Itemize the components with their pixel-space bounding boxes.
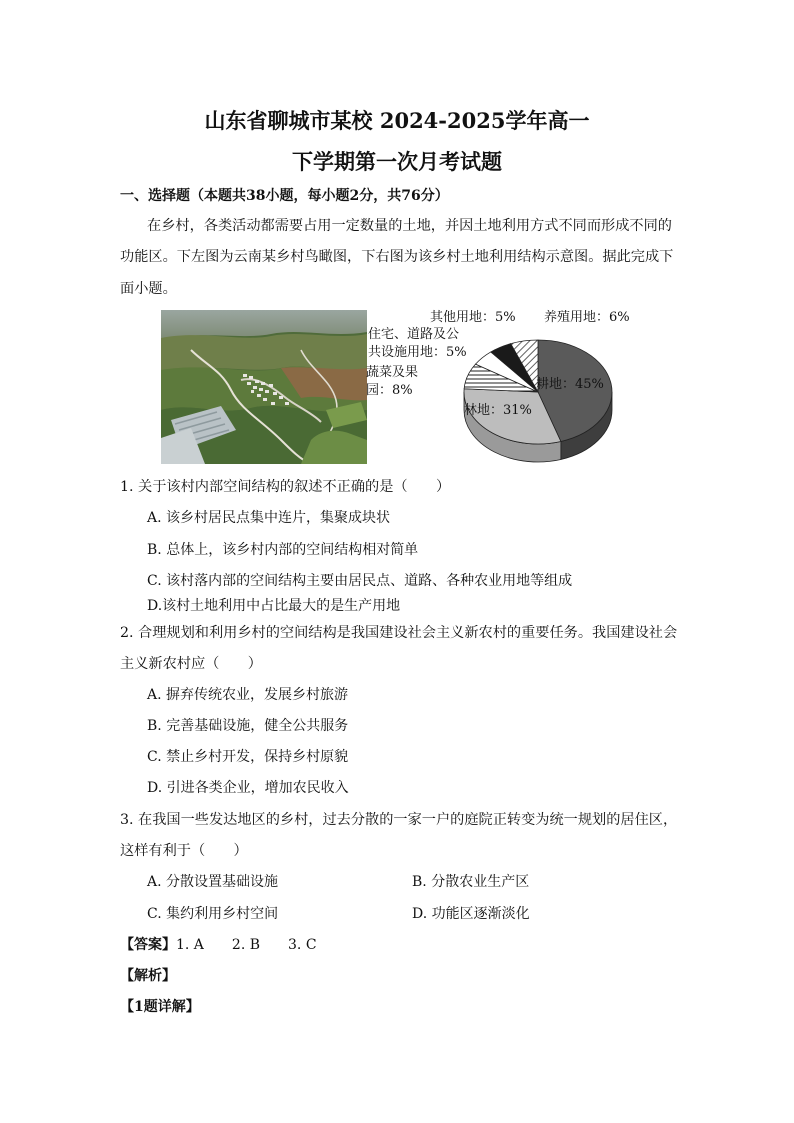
q1-option-d: D.该村土地利用中占比最大的是生产用地 xyxy=(147,598,401,614)
intro-line-1: 在乡村，各类活动都需要占用一定数量的土地，并因土地利用方式不同而形成不同的 xyxy=(147,218,672,234)
pie-label-housing-1: 住宅、道路及公 xyxy=(368,327,460,342)
q2-option-c: C. 禁止乡村开发，保持乡村原貌 xyxy=(147,749,349,765)
pie-label-forest: 林地：31% xyxy=(464,403,532,418)
pie-label-vegetable-2: 园：8% xyxy=(366,383,413,398)
intro-line-2: 功能区。下左图为云南某乡村鸟瞰图，下右图为该乡村土地利用结构示意图。据此完成下 xyxy=(120,249,674,265)
q3-option-a: A. 分散设置基础设施 xyxy=(147,874,279,890)
pie-label-cropland: 耕地：45% xyxy=(536,377,604,392)
q2-option-b: B. 完善基础设施，健全公共服务 xyxy=(147,718,349,734)
intro-line-3: 面小题。 xyxy=(120,281,177,297)
q2-stem-line1: 2. 合理规划和利用乡村的空间结构是我国建设社会主义新农村的重要任务。我国建设社会 xyxy=(120,625,678,641)
q2-option-a: A. 摒弃传统农业，发展乡村旅游 xyxy=(147,687,349,703)
answer-line xyxy=(120,935,317,955)
q1-option-b: B. 总体上，该乡村内部的空间结构相对简单 xyxy=(147,542,419,558)
section-heading: 一、选择题（本题共38小题，每小题2分，共76分） xyxy=(120,188,449,204)
pie-label-other: 其他用地：5% xyxy=(430,310,516,325)
q3-stem-line1: 3. 在我国一些发达地区的乡村，过去分散的一家一户的庭院正转变为统一规划的居住区， xyxy=(120,812,678,828)
q1-option-c: C. 该村落内部的空间结构主要由居民点、道路、各种农业用地等组成 xyxy=(147,573,573,589)
detail-heading: 【1题详解】 xyxy=(120,999,200,1015)
pie-label-housing-2: 共设施用地：5% xyxy=(368,345,467,360)
q3-option-b: B. 分散农业生产区 xyxy=(412,874,530,890)
village-aerial-photo xyxy=(161,310,367,464)
q3-option-d: D. 功能区逐渐淡化 xyxy=(412,906,530,922)
answer-text: 1. A 2. B 3. C xyxy=(176,937,317,953)
pie-label-breeding: 养殖用地：6% xyxy=(544,310,630,325)
q3-stem-line2: 这样有利于（ ） xyxy=(120,843,248,859)
q2-stem-line2: 主义新农村应（ ） xyxy=(120,656,262,672)
answer-label: 【答案】 xyxy=(120,937,176,953)
q2-option-d: D. 引进各类企业，增加农民收入 xyxy=(147,780,349,796)
doc-title-line2: 下学期第一次月考试题 xyxy=(292,149,502,174)
doc-title-line1: 山东省聊城市某校 2024-2025学年高一 xyxy=(204,108,590,133)
land-use-pie-chart xyxy=(366,306,632,466)
q1-stem: 1. 关于该村内部空间结构的叙述不正确的是（ ） xyxy=(120,479,451,495)
q1-option-a: A. 该乡村居民点集中连片，集聚成块状 xyxy=(147,510,391,526)
q3-option-c: C. 集约利用乡村空间 xyxy=(147,906,279,922)
pie-label-vegetable-1: 蔬菜及果 xyxy=(366,365,419,380)
analysis-heading: 【解析】 xyxy=(120,968,176,984)
